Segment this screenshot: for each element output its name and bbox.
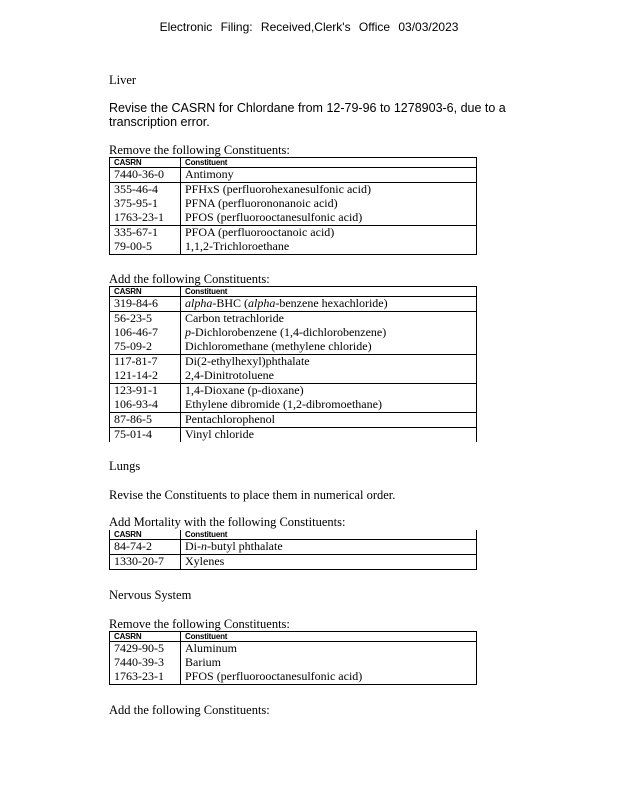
casrn-header: CASRN xyxy=(110,158,181,168)
table-cell-constituent: Barium xyxy=(185,655,221,669)
table-cell-constituent: PFOS (perfluorooctanesulfonic acid) xyxy=(185,210,363,224)
table-cell-constituent: Carbon tetrachloride xyxy=(185,311,284,325)
table-cell-casrn: 56-23-5 xyxy=(110,312,181,327)
lungs-revise-text: Revise the Constituents to place them in numerical order. xyxy=(109,488,396,502)
mortality-add-label: Add Mortality with the following Constituents: xyxy=(109,515,346,529)
nervous-remove-label: Remove the following Constituents: xyxy=(109,617,290,631)
table-cell-casrn: 121-14-2 xyxy=(110,369,181,384)
table-cell-casrn: 355-46-4 xyxy=(110,183,181,198)
table-cell-constituent: Dichloromethane (methylene chloride) xyxy=(185,339,372,353)
liver-remove-label: Remove the following Constituents: xyxy=(109,143,290,157)
table-cell-constituent: Ethylene dibromide (1,2-dibromoethane) xyxy=(185,397,382,411)
section-title-lungs: Lungs xyxy=(109,459,141,473)
table-cell-constituent: alpha-BHC (alpha-benzene hexachloride) xyxy=(185,296,388,310)
liver-revise-text: Revise the CASRN for Chlordane from 12-79-96 to 1278903-6, due to a transcription error. xyxy=(109,101,506,129)
table-cell-constituent: 2,4-Dinitrotoluene xyxy=(185,368,274,382)
table-cell-casrn: 7440-36-0 xyxy=(110,168,181,183)
table-cell-constituent: Di(2-ethylhexyl)phthalate xyxy=(185,354,310,368)
section-title-liver: Liver xyxy=(109,73,137,87)
liver-add-table xyxy=(109,286,477,442)
table-cell-constituent: Antimony xyxy=(185,167,234,181)
table-cell-constituent: Vinyl chloride xyxy=(185,427,254,441)
liver-add-label: Add the following Constituents: xyxy=(109,272,270,286)
table-cell-constituent: PFNA (perfluorononanoic acid) xyxy=(185,196,338,210)
table-cell-constituent: Pentachlorophenol xyxy=(185,412,275,426)
table-cell-constituent: 1,1,2-Trichloroethane xyxy=(185,239,290,253)
table-cell-casrn: 375-95-1 xyxy=(110,197,181,211)
nervous-add-label: Add the following Constituents: xyxy=(109,703,270,717)
table-cell-casrn: 7429-90-5 xyxy=(110,642,181,657)
constituent-header: Constituent xyxy=(185,287,228,296)
table-cell-casrn: 335-67-1 xyxy=(110,226,181,241)
nervous-remove-table xyxy=(109,631,477,685)
casrn-header: CASRN xyxy=(110,287,181,297)
liver-remove-table xyxy=(109,157,477,255)
table-cell-casrn: 106-93-4 xyxy=(110,398,181,413)
constituent-header: Constituent xyxy=(185,632,228,641)
casrn-header: CASRN xyxy=(110,632,181,642)
constituent-header: Constituent xyxy=(185,158,228,167)
table-cell-casrn: 123-91-1 xyxy=(110,384,181,399)
table-cell-casrn: 75-01-4 xyxy=(110,428,181,443)
table-cell-casrn: 1763-23-1 xyxy=(110,211,181,226)
table-cell-casrn: 7440-39-3 xyxy=(110,656,181,670)
table-cell-casrn: 117-81-7 xyxy=(110,355,181,370)
filing-header: Electronic Filing: Received,Clerk's Office 03/03/2023 xyxy=(159,20,459,34)
table-cell-constituent: p-Dichlorobenzene (1,4-dichlorobenzene) xyxy=(185,325,387,339)
table-cell-casrn: 87-86-5 xyxy=(110,413,181,428)
table-cell-casrn: 84-74-2 xyxy=(110,540,181,555)
table-cell-casrn: 1763-23-1 xyxy=(110,670,181,685)
table-cell-constituent: Di-n-butyl phthalate xyxy=(185,539,283,553)
table-cell-casrn: 79-00-5 xyxy=(110,240,181,255)
section-title-nervous-system: Nervous System xyxy=(109,588,192,602)
constituent-header: Constituent xyxy=(185,530,228,539)
table-cell-constituent: 1,4-Dioxane (p-dioxane) xyxy=(185,383,304,397)
table-cell-constituent: Aluminum xyxy=(185,641,238,655)
table-cell-casrn: 75-09-2 xyxy=(110,340,181,355)
mortality-table xyxy=(109,530,477,570)
table-cell-casrn: 319-84-6 xyxy=(110,297,181,312)
casrn-header: CASRN xyxy=(110,530,181,540)
table-cell-constituent: PFOS (perfluorooctanesulfonic acid) xyxy=(185,669,363,683)
table-cell-constituent: PFHxS (perfluorohexanesulfonic acid) xyxy=(185,182,371,196)
table-cell-constituent: PFOA (perfluorooctanoic acid) xyxy=(185,225,335,239)
table-cell-constituent: Xylenes xyxy=(185,554,225,568)
table-cell-casrn: 1330-20-7 xyxy=(110,555,181,570)
table-cell-casrn: 106-46-7 xyxy=(110,326,181,340)
